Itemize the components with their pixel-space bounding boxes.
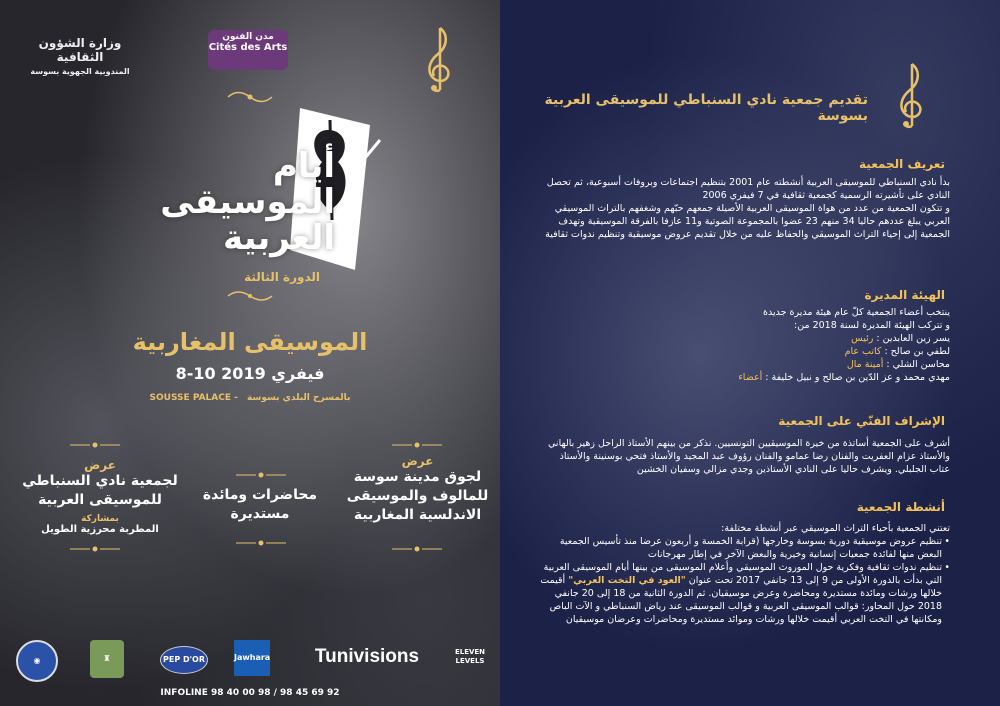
participation-label: بمشاركة bbox=[81, 514, 119, 524]
program-item-body: لجمعية نادي السنباطي للموسيقى العربية bbox=[22, 473, 178, 508]
page-title: تقديم جمعية نادي السنباطي للموسيقى العربية بسوسة bbox=[544, 92, 868, 124]
board-member bbox=[540, 332, 950, 345]
program-item-orchestra bbox=[340, 454, 495, 525]
program-item-club-show bbox=[20, 458, 180, 535]
section-heading-board: الهيئة المديرة bbox=[864, 288, 945, 302]
activities-intro: تعتني الجمعية بأحياء التراث الموسيقي عبر أنشطة مختلفة: bbox=[721, 523, 950, 534]
event-title-line3: العربية bbox=[222, 218, 335, 258]
guest-singer: المطربة محرزية الطويل bbox=[41, 524, 159, 535]
member-role: كاتب عام bbox=[844, 346, 882, 357]
activity-bullet: • تنظيم عروض موسيقية دورية بسوسة وخارجها (قرابة الخمسة و أربعون عرضا منذ تأسيس الجمعية البعض منها لفائدة جمعيات إنسانية وخيرية والبعض الآخر في إطار مهرجانات bbox=[540, 535, 950, 561]
member-name: مهدي محمد و عز الدّين بن صالح و نبيل خليفة : bbox=[765, 372, 950, 383]
activity-highlight: "العود في التخت العربي" bbox=[568, 575, 686, 586]
ministry-subtitle: المندوبية الجهوية بسوسة bbox=[30, 67, 130, 76]
divider-ornament-icon bbox=[70, 440, 120, 450]
event-venue bbox=[120, 393, 380, 403]
member-name: محاسن الشلي : bbox=[886, 359, 950, 370]
member-role: أعضاء bbox=[738, 372, 763, 383]
cites-des-arts-logo bbox=[208, 30, 288, 70]
treble-clef-icon bbox=[890, 60, 934, 130]
program-item-body: محاضرات ومائدة مستديرة bbox=[202, 487, 318, 522]
event-title bbox=[105, 148, 335, 256]
ministry-name: وزارة الشؤون الثقافية bbox=[38, 36, 122, 64]
board-member bbox=[540, 371, 950, 384]
divider-ornament-icon bbox=[236, 470, 286, 480]
section-heading-about: تعريف الجمعية bbox=[859, 157, 945, 171]
program-item-lectures bbox=[195, 486, 325, 524]
board-intro: ينتخب أعضاء الجمعية كلّ عام هيئة مديرة جديدة bbox=[763, 307, 950, 318]
description-page bbox=[500, 0, 1000, 706]
divider-ornament-icon bbox=[392, 544, 442, 554]
sponsor-logos bbox=[12, 640, 492, 690]
event-title-line1: أيام bbox=[272, 146, 335, 186]
section-about-text bbox=[540, 176, 950, 241]
event-title-line2: الموسيقى bbox=[160, 182, 335, 222]
about-paragraph-2: و تتكون الجمعية من عدد من هواة الموسيقى العربية الأصيلة جمعهم حبّهم وشغفهم بالتراث الموسيقي العربي يبلغ عددهم حاليا 34 منهم 23 عضوا بالمجموعة الصوتية و11 عازفا بالفرقة الموسيقية وتهدف الجمعية إلى إحياء التراث الموسيقي والحفاظ عليه من خلال تقديم عروض موسيقية وتنظيم ندوات ثقافية bbox=[545, 203, 950, 240]
board-intro-2: و تتركب الهيئة المديرة لسنة 2018 من: bbox=[794, 320, 950, 331]
section-activities-text bbox=[540, 522, 950, 626]
member-role: رئيس bbox=[851, 333, 874, 344]
program-item-lead: عرض bbox=[401, 454, 434, 468]
member-name: يسر زين العابدين : bbox=[876, 333, 950, 344]
section-art-text: أشرف على الجمعية أساتذة من خيرة الموسيقيين التونسيين. نذكر من بينهم الأستاذ الراحل زهير بالهاني والأستاذ عزام العفريت والفنان رضا عمامو والفنان رؤوف عبد المجيد والأستاذ فتحي بوسنينة والأستاذ عتاب الجلبلي. ويشرف حاليا على النادي الأستاذين وجدي مزالي وسفيان الخشين bbox=[548, 438, 950, 475]
board-member bbox=[540, 358, 950, 371]
section-heading-art-direction: الإشراف الفنّي على الجمعية bbox=[778, 414, 945, 428]
section-board-text bbox=[540, 306, 950, 384]
divider-ornament-icon bbox=[236, 538, 286, 548]
divider-ornament-icon bbox=[392, 440, 442, 450]
cites-logo-french: Cités des Arts bbox=[208, 42, 288, 53]
activity-bullet bbox=[540, 561, 950, 626]
festival-theme: الموسيقى المغاربية bbox=[132, 328, 368, 356]
jawhara-logo: Jawhara bbox=[234, 640, 270, 676]
activity-text: أقيمت خلالها ورشات ومائدة مستديرة ومحاضرة وعرض موسيقيان. ثم الدورة الثانية من 18 إلى 20 جانفي 2018 حول المحاور: قوالب الموسيقى العربية و قوالب الموسيقى عند رياض السنباطي و الآت الباص ومكانتها في التخت العربي أقيمت خلالها ورشات وموائد مستديرة ومحاضرات وعرضان موسيقيان bbox=[540, 575, 942, 625]
treble-clef-icon bbox=[418, 24, 462, 94]
program-item-body: لجوق مدينة سوسة للمالوف والموسيقى الاندلسية المغاربية bbox=[346, 469, 489, 523]
about-paragraph-1: بدأ نادي السنباطي للموسيقى العربية أنشطته عام 2001 بتنظيم اجتماعات وبروفات أسبوعية، ثم تحصل النادي على تأشيرته الرسمية كجمعية ثقافية في 7 فيفري 2006 bbox=[546, 177, 950, 201]
ministry-logo bbox=[25, 36, 135, 76]
edition-label: الدورة الثالثة bbox=[244, 270, 320, 284]
member-role: أمينة مال bbox=[846, 359, 884, 370]
venue-arabic: بالمسرح البلدي بسوسة bbox=[247, 393, 351, 403]
venue-french: SOUSSE PALACE - bbox=[149, 393, 238, 403]
section-heading-activities: أنشطة الجمعية bbox=[856, 500, 945, 514]
eleven-levels-logo: ELEVEN LEVELS bbox=[454, 648, 486, 665]
event-dates: 8-10 فيفري 2019 bbox=[175, 364, 325, 383]
program-item-lead: عرض bbox=[84, 458, 116, 472]
divider-ornament-icon bbox=[70, 544, 120, 554]
pepdor-logo: PEP D'OR bbox=[160, 646, 208, 674]
infoline: INFOLINE 98 40 00 98 / 98 45 69 92 bbox=[160, 688, 340, 698]
ornament-icon bbox=[226, 288, 274, 304]
activity-text: تنظيم ندوات ثقافية وفكرية حول الموروث الموسيقي وأعلام الموسيقى من بينها أيام الموسيقى العربية التي بدأت بالدورة الأولى من 9 إلى 13 جانفي 2017 تحت عنوان bbox=[543, 562, 942, 586]
sousse-seal-logo: ◉ bbox=[16, 640, 58, 682]
member-name: لطفي بن صالح : bbox=[884, 346, 950, 357]
tunivisions-logo: Tunivisions bbox=[314, 646, 420, 667]
board-member bbox=[540, 345, 950, 358]
cites-logo-arabic: مدن الفنون bbox=[222, 32, 274, 42]
city-crest-logo: ♜ bbox=[90, 640, 124, 678]
